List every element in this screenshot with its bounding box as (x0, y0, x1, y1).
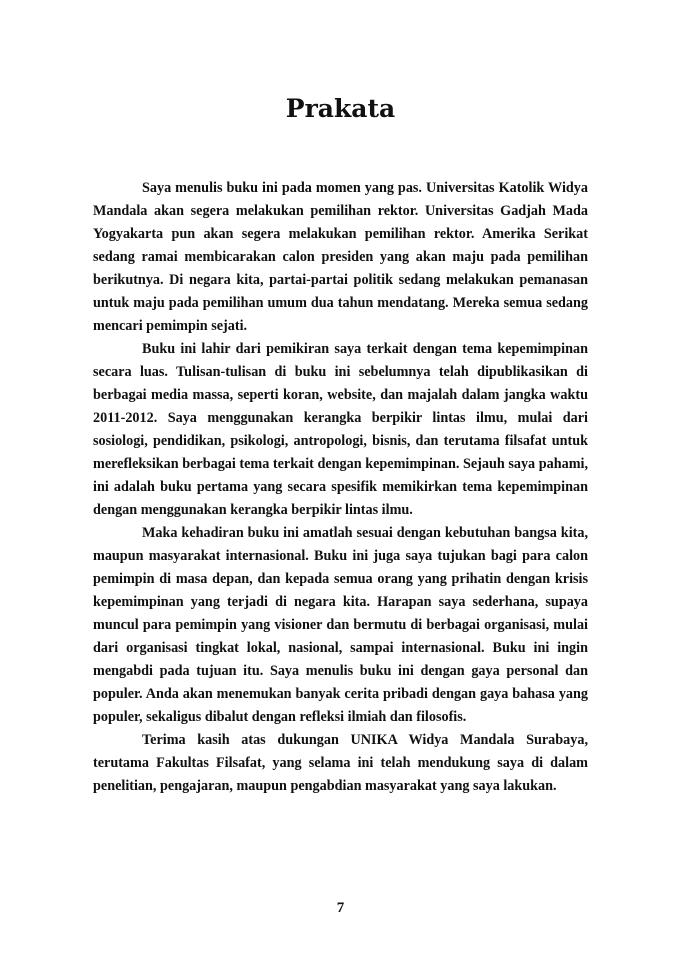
paragraph-3: Maka kehadiran buku ini amatlah sesuai dengan kebutuhan bangsa kita, maupun masyarakat internasional. Buku ini juga saya tujukan bagi para calon pemimpin di masa depan, dan kepada semua orang yang prihatin dengan krisis kepemimpinan yang terjadi di negara kita. Harapan saya sederhana, supaya muncul para pemimpin yang visioner dan bermutu di berbagai organisasi, mulai dari organisasi tingkat lokal, nasional, sampai internasional. Buku ini ingin mengabdi pada tujuan itu. Saya menulis buku ini dengan gaya personal dan populer. Anda akan menemukan banyak cerita pribadi dengan gaya bahasa yang populer, sekaligus dibalut dengan refleksi ilmiah dan filosofis. (93, 525, 588, 725)
page-number: 7 (336, 900, 345, 916)
body-text (93, 177, 588, 798)
paragraph-2: Buku ini lahir dari pemikiran saya terkait dengan tema kepemimpinan secara luas. Tulisan-tulisan di buku ini sebelumnya telah dipublikasikan di berbagai media massa, seperti koran, website, dan majalah dalam jangka waktu 2011-2012. Saya menggunakan kerangka berpikir lintas ilmu, mulai dari sosiologi, pendidikan, psikologi, antropologi, bisnis, dan terutama filsafat untuk merefleksikan berbagai tema terkait dengan kepemimpinan. Sejauh saya pahami, ini adalah buku pertama yang secara spesifik memikirkan tema kepemimpinan dengan menggunakan kerangka berpikir lintas ilmu. (93, 341, 588, 518)
paragraph-1: Saya menulis buku ini pada momen yang pas. Universitas Katolik Widya Mandala akan segera melakukan pemilihan rektor. Universitas Gadjah Mada Yogyakarta pun akan segera melakukan pemilihan rektor. Amerika Serikat sedang ramai membicarakan calon presiden yang akan maju pada pemilihan berikutnya. Di negara kita, partai-partai politik sedang melakukan pemanasan untuk maju pada pemilihan umum dua tahun mendatang. Mereka semua sedang mencari pemimpin sejati. (93, 180, 588, 334)
page-title: Prakata (285, 94, 396, 123)
paragraph-4: Terima kasih atas dukungan UNIKA Widya Mandala Surabaya, terutama Fakultas Filsafat, yang selama ini telah mendukung saya di dalam penelitian, pengajaran, maupun pengabdian masyarakat yang saya lakukan. (93, 732, 588, 794)
